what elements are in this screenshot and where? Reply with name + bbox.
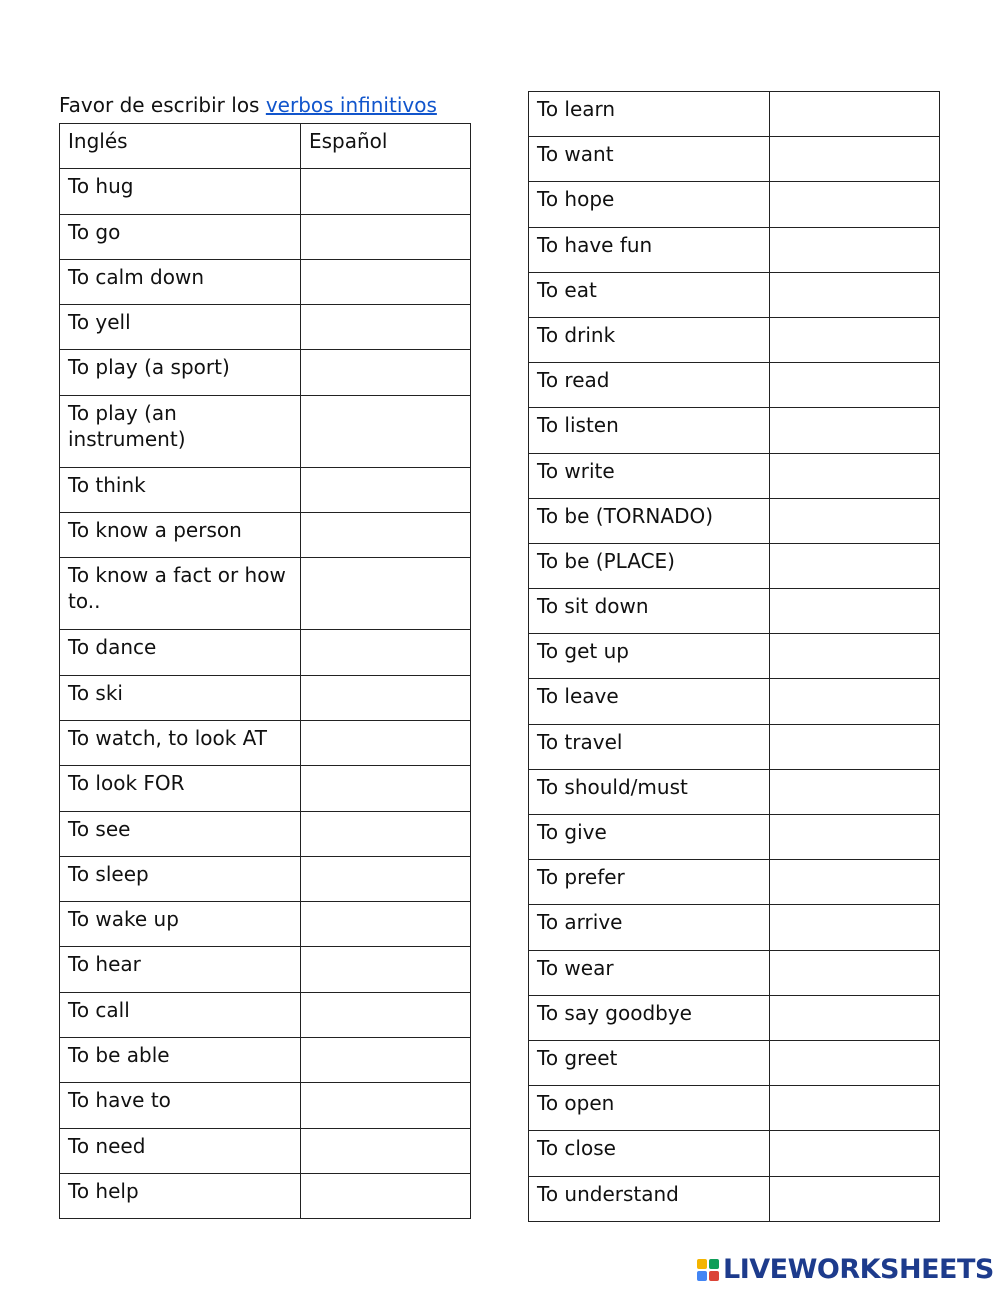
table-row [529, 1040, 940, 1085]
english-verb: To arrive [529, 905, 770, 950]
logo-text: LIVEWORKSHEETS [723, 1254, 994, 1285]
english-verb: To give [529, 815, 770, 860]
table-row [60, 1173, 471, 1218]
english-verb: To need [60, 1128, 301, 1173]
table-row [529, 815, 940, 860]
instruction-text [59, 90, 489, 122]
english-verb: To wake up [60, 902, 301, 947]
english-verb: To close [529, 1131, 770, 1176]
logo-square [697, 1271, 707, 1281]
table-row [60, 350, 471, 395]
spanish-answer-field[interactable] [301, 1173, 471, 1218]
table-row [60, 947, 471, 992]
table-row [529, 182, 940, 227]
table-row [60, 856, 471, 901]
instruction-prefix: Favor de escribir los [59, 93, 266, 117]
table-row [60, 558, 471, 630]
spanish-answer-field[interactable] [301, 214, 471, 259]
logo-square [709, 1259, 719, 1269]
spanish-answer-field[interactable] [301, 350, 471, 395]
english-verb: To leave [529, 679, 770, 724]
spanish-answer-field[interactable] [770, 182, 940, 227]
spanish-answer-field[interactable] [301, 630, 471, 675]
english-verb: To have to [60, 1083, 301, 1128]
spanish-answer-field[interactable] [770, 453, 940, 498]
english-verb: To listen [529, 408, 770, 453]
table-row [60, 675, 471, 720]
table-row [529, 453, 940, 498]
table-row [529, 1176, 940, 1221]
english-verb: To help [60, 1173, 301, 1218]
logo-square [709, 1271, 719, 1281]
spanish-answer-field[interactable] [770, 498, 940, 543]
table-row [60, 720, 471, 765]
spanish-answer-field[interactable] [301, 558, 471, 630]
english-verb: To hear [60, 947, 301, 992]
left-verb-table [59, 123, 471, 1219]
table-row [60, 259, 471, 304]
english-verb: To drink [529, 317, 770, 362]
english-verb: To know a fact or how to.. [60, 558, 301, 630]
english-verb: To dance [60, 630, 301, 675]
spanish-answer-field[interactable] [770, 724, 940, 769]
header-espanol: Español [301, 124, 471, 169]
table-row [529, 317, 940, 362]
english-verb: To prefer [529, 860, 770, 905]
english-verb: To play (a sport) [60, 350, 301, 395]
table-row [529, 950, 940, 995]
table-row [60, 1083, 471, 1128]
table-row [529, 498, 940, 543]
table-row [60, 630, 471, 675]
spanish-answer-field[interactable] [770, 363, 940, 408]
verbos-infinitivos-link[interactable]: verbos infinitivos [265, 93, 437, 117]
spanish-answer-field[interactable] [770, 860, 940, 905]
english-verb: To get up [529, 634, 770, 679]
spanish-answer-field[interactable] [770, 769, 940, 814]
english-verb: To see [60, 811, 301, 856]
english-verb: To hope [529, 182, 770, 227]
table-row [60, 467, 471, 512]
english-verb: To be able [60, 1038, 301, 1083]
logo-mark-icon [697, 1259, 719, 1281]
table-row [60, 513, 471, 558]
table-row [529, 1131, 940, 1176]
table-row [529, 543, 940, 588]
english-verb: To write [529, 453, 770, 498]
spanish-answer-field[interactable] [770, 1086, 940, 1131]
spanish-answer-field[interactable] [301, 675, 471, 720]
table-row [529, 272, 940, 317]
table-row [529, 1086, 940, 1131]
english-verb: To yell [60, 305, 301, 350]
table-row [529, 769, 940, 814]
spanish-answer-field[interactable] [301, 856, 471, 901]
spanish-answer-field[interactable] [301, 811, 471, 856]
english-verb: To have fun [529, 227, 770, 272]
english-verb: To should/must [529, 769, 770, 814]
table-row [60, 766, 471, 811]
logo-square [697, 1259, 707, 1269]
table-row [60, 992, 471, 1037]
spanish-answer-field[interactable] [301, 513, 471, 558]
spanish-answer-field[interactable] [301, 1128, 471, 1173]
english-verb: To greet [529, 1040, 770, 1085]
table-row [529, 92, 940, 137]
english-verb: To eat [529, 272, 770, 317]
spanish-answer-field[interactable] [770, 137, 940, 182]
spanish-answer-field[interactable] [301, 259, 471, 304]
english-verb: To go [60, 214, 301, 259]
table-row [60, 811, 471, 856]
table-row [60, 1038, 471, 1083]
spanish-answer-field[interactable] [301, 947, 471, 992]
english-verb: To hug [60, 169, 301, 214]
english-verb: To read [529, 363, 770, 408]
english-verb: To know a person [60, 513, 301, 558]
spanish-answer-field[interactable] [301, 467, 471, 512]
english-verb: To be (TORNADO) [529, 498, 770, 543]
spanish-answer-field[interactable] [770, 227, 940, 272]
spanish-answer-field[interactable] [770, 543, 940, 588]
table-row [529, 634, 940, 679]
table-row [529, 995, 940, 1040]
spanish-answer-field[interactable] [770, 634, 940, 679]
liveworksheets-logo [697, 1253, 997, 1287]
spanish-answer-field[interactable] [770, 408, 940, 453]
table-row [529, 408, 940, 453]
table-row [60, 1128, 471, 1173]
spanish-answer-field[interactable] [301, 395, 471, 467]
spanish-answer-field[interactable] [770, 950, 940, 995]
spanish-answer-field[interactable] [770, 317, 940, 362]
spanish-answer-field[interactable] [301, 305, 471, 350]
table-row [529, 363, 940, 408]
english-verb: To open [529, 1086, 770, 1131]
spanish-answer-field[interactable] [770, 92, 940, 137]
english-verb: To call [60, 992, 301, 1037]
english-verb: To sleep [60, 856, 301, 901]
spanish-answer-field[interactable] [301, 902, 471, 947]
english-verb: To be (PLACE) [529, 543, 770, 588]
english-verb: To ski [60, 675, 301, 720]
spanish-answer-field[interactable] [770, 905, 940, 950]
table-row [60, 169, 471, 214]
table-row [529, 227, 940, 272]
table-row [60, 395, 471, 467]
spanish-answer-field[interactable] [301, 1083, 471, 1128]
spanish-answer-field[interactable] [770, 1176, 940, 1221]
english-verb: To watch, to look AT [60, 720, 301, 765]
spanish-answer-field[interactable] [770, 1040, 940, 1085]
table-row [60, 214, 471, 259]
spanish-answer-field[interactable] [301, 720, 471, 765]
spanish-answer-field[interactable] [301, 766, 471, 811]
spanish-answer-field[interactable] [770, 1131, 940, 1176]
english-verb: To think [60, 467, 301, 512]
table-row [529, 137, 940, 182]
spanish-answer-field[interactable] [770, 272, 940, 317]
spanish-answer-field[interactable] [770, 679, 940, 724]
spanish-answer-field[interactable] [301, 1038, 471, 1083]
table-row [529, 724, 940, 769]
header-row [60, 124, 471, 169]
english-verb: To travel [529, 724, 770, 769]
spanish-answer-field[interactable] [301, 992, 471, 1037]
english-verb: To play (an instrument) [60, 395, 301, 467]
table-row [60, 902, 471, 947]
english-verb: To calm down [60, 259, 301, 304]
right-verb-table [528, 91, 940, 1222]
spanish-answer-field[interactable] [301, 169, 471, 214]
table-row [529, 860, 940, 905]
table-row [529, 589, 940, 634]
english-verb: To say goodbye [529, 995, 770, 1040]
spanish-answer-field[interactable] [770, 589, 940, 634]
english-verb: To want [529, 137, 770, 182]
spanish-answer-field[interactable] [770, 995, 940, 1040]
english-verb: To wear [529, 950, 770, 995]
spanish-answer-field[interactable] [770, 815, 940, 860]
table-row [529, 905, 940, 950]
english-verb: To look FOR [60, 766, 301, 811]
table-row [529, 679, 940, 724]
english-verb: To learn [529, 92, 770, 137]
header-ingles: Inglés [60, 124, 301, 169]
english-verb: To understand [529, 1176, 770, 1221]
english-verb: To sit down [529, 589, 770, 634]
table-row [60, 305, 471, 350]
